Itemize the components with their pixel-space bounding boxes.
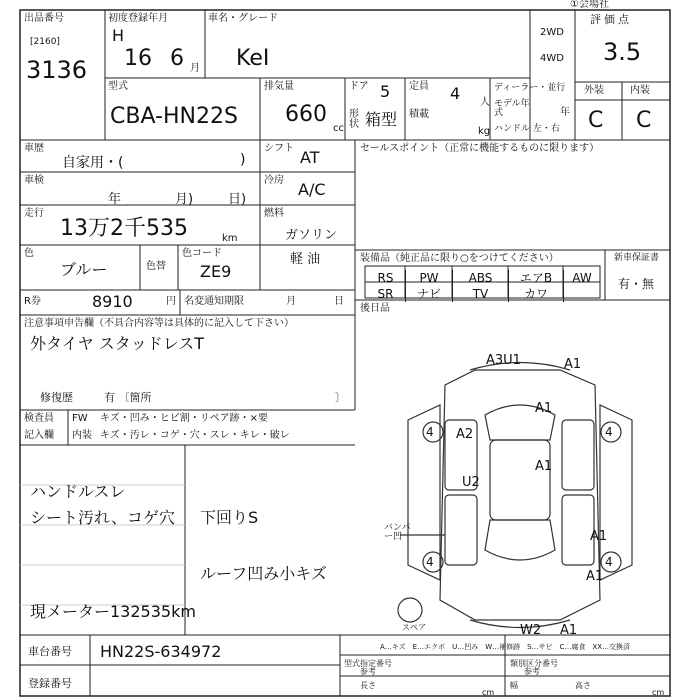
mark-hood: A1: [535, 401, 553, 416]
mark-spare: スペア: [402, 623, 426, 632]
lot-number: 3136: [26, 56, 88, 84]
equipment-aw: AW: [572, 271, 592, 285]
category-label: 類別区分番号: [510, 659, 558, 668]
capacity-value: 4: [450, 84, 461, 103]
fuel-gasoline: ガソリン: [285, 228, 338, 243]
warranty-value: 有・無: [618, 277, 655, 291]
inspection-label: 車検: [24, 175, 44, 186]
inspection-day: 日): [228, 192, 247, 207]
chassis-value: HN22S-634972: [100, 642, 222, 661]
color-label: 色: [24, 248, 34, 259]
equipment-rs: RS: [366, 270, 406, 286]
type-ref: 参考: [360, 667, 376, 676]
color-code-label: 色コード: [182, 248, 222, 259]
tire-front-left: 4: [426, 425, 434, 439]
repair-close: 〕: [335, 391, 346, 404]
term-month: 月: [286, 296, 296, 307]
yen-unit: 円: [166, 296, 176, 307]
drive-2wd: 2WD: [540, 27, 564, 38]
equipment-leather: カワ: [509, 286, 564, 302]
mark-right-rear: A1: [590, 529, 608, 544]
model-label: 型式: [108, 81, 128, 92]
shift-label: シフト: [264, 143, 294, 154]
model-year-label: モデル年式: [494, 99, 530, 118]
equipment-sr: SR: [366, 286, 406, 302]
color-code-value: ZE9: [200, 262, 232, 281]
inspector-inside: 内装: [72, 430, 92, 441]
ac-value: A/C: [298, 180, 326, 199]
doors-value: 5: [380, 82, 391, 101]
type-label: 型式指定番号: [344, 659, 392, 668]
interior-label: 内装: [630, 85, 650, 96]
cc-unit: cc: [333, 123, 344, 134]
mark-left-front: A2: [456, 427, 474, 442]
load-unit: kg: [478, 126, 491, 137]
year-unit: 年: [560, 107, 570, 118]
handwritten-line-1: ハンドルスレ: [30, 482, 126, 501]
height-unit: cm: [652, 688, 665, 697]
mark-front-bumper: A3U1: [486, 353, 521, 368]
displacement-label: 排気量: [264, 81, 294, 92]
month-unit: 月: [190, 63, 200, 74]
dealer-label: ディーラー・並行: [494, 83, 566, 93]
color-value: ブルー: [60, 260, 108, 279]
mark-rear-right: A1: [560, 623, 578, 638]
reg-month: 6: [170, 46, 184, 71]
km-unit: km: [222, 233, 238, 244]
handwritten-line-4: ルーフ凹み小キズ: [200, 564, 327, 583]
score: 3.5: [603, 38, 642, 66]
drive-4wd: 4WD: [540, 53, 564, 64]
height-label: 高さ: [575, 681, 591, 690]
recycle-value: 8910: [92, 292, 133, 311]
reg-year: 16: [124, 46, 152, 71]
fuel-label: 燃料: [264, 208, 284, 219]
equipment-tv: TV: [453, 286, 509, 302]
term-label: 名変通知期限: [184, 296, 244, 307]
fuel-light-oil: 軽 油: [290, 252, 321, 267]
inspection-year: 年: [108, 192, 122, 207]
side-note: バンパー凹: [384, 523, 411, 542]
color-change-label: 色替: [146, 261, 166, 272]
mileage-value: 13万2千535: [60, 216, 188, 241]
exterior-grade: C: [588, 108, 604, 133]
equipment-row2: [366, 283, 602, 302]
later-items-label: 後日品: [360, 303, 390, 314]
category-ref: 参考: [524, 667, 540, 676]
equipment-navi: ナビ: [406, 286, 453, 302]
shift-value: AT: [300, 148, 320, 167]
capacity-unit: 人: [480, 97, 490, 108]
handwritten-line-5: 現メーター132535km: [30, 602, 196, 621]
lot-code: [2160]: [30, 37, 60, 47]
mark-left-side: U2: [462, 475, 480, 490]
handwritten-line-3: 下回りS: [200, 508, 259, 527]
mark-right-rear-2: A1: [586, 569, 604, 584]
selling-points-label: セールスポイント（正常に機能するものに限ります）: [360, 143, 600, 154]
recycle-label: R券: [24, 296, 41, 307]
term-day: 日: [334, 296, 344, 307]
load-label: 積載: [409, 109, 429, 120]
car-name: KeI: [236, 46, 270, 71]
shape-label: 形状: [349, 109, 359, 130]
inspector-label-1: 検査員: [24, 413, 54, 424]
mileage-label: 走行: [24, 208, 44, 219]
history-value: 自家用・(: [62, 155, 124, 171]
tire-rear-left: 4: [426, 555, 434, 569]
equipment-label: 装備品（純正品に限り○をつけてください）: [360, 253, 559, 264]
warranty-label: 新車保証書: [614, 253, 660, 263]
history-label: 車歴: [24, 143, 44, 154]
venue-label: ①会場社: [570, 0, 609, 10]
length-unit: cm: [482, 688, 495, 697]
mark-front-right: A1: [564, 357, 582, 372]
inspector-label-2: 記入欄: [24, 430, 54, 441]
width-label: 幅: [510, 681, 518, 690]
doors-label: ドア: [349, 81, 369, 92]
first-reg-label: 初度登録年月: [108, 13, 168, 24]
model-value: CBA-HN22S: [110, 104, 238, 129]
history-close: ): [240, 152, 246, 168]
inspector-row2: キズ・汚レ・コゲ・穴・スレ・キレ・破レ: [100, 430, 290, 441]
chassis-label: 車台番号: [28, 645, 72, 658]
mark-rear-bumper: W2: [520, 623, 542, 638]
mark-roof: A1: [535, 459, 553, 474]
exterior-label: 外装: [584, 85, 604, 96]
name-label: 車名・グレード: [208, 13, 278, 24]
notes-label: 注意事項申告欄（不具合内容等は具体的に記入して下さい）: [24, 318, 294, 329]
inspection-month: 月): [175, 192, 194, 207]
capacity-label: 定員: [409, 81, 429, 92]
tire-rear-right: 4: [605, 555, 613, 569]
score-label: 評価点: [590, 13, 632, 26]
tire-front-right: 4: [605, 425, 613, 439]
interior-grade: C: [636, 108, 652, 133]
registration-label: 登録番号: [28, 677, 72, 690]
reg-era: H: [112, 26, 125, 45]
handwritten-line-2: シート汚れ、コゲ穴: [30, 508, 175, 527]
shape-value: 箱型: [365, 110, 398, 129]
inspector-row1: キズ・凹み・ヒビ割・リペア跡・×要: [100, 413, 268, 424]
equipment-abs: ABS: [453, 270, 509, 286]
length-label: 長さ: [360, 681, 376, 690]
displacement-value: 660: [285, 102, 327, 127]
ac-label: 冷房: [264, 175, 284, 186]
lot-label: 出品番号: [24, 13, 64, 24]
damage-legend: A…キズ E…エクボ U…凹み W…補修跡 S…サビ C…腐食 XX…交換済: [380, 643, 631, 651]
equipment-airbag: エアB: [509, 270, 564, 286]
equipment-pw: PW: [406, 270, 453, 286]
handle-label: ハンドル 左・右: [494, 124, 560, 134]
repair-value: 有 〔箇所: [104, 391, 152, 404]
inspector-fw: FW: [72, 413, 88, 424]
repair-label: 修復歴: [40, 391, 73, 404]
notes-text: 外タイヤ スタッドレスT: [30, 334, 205, 353]
